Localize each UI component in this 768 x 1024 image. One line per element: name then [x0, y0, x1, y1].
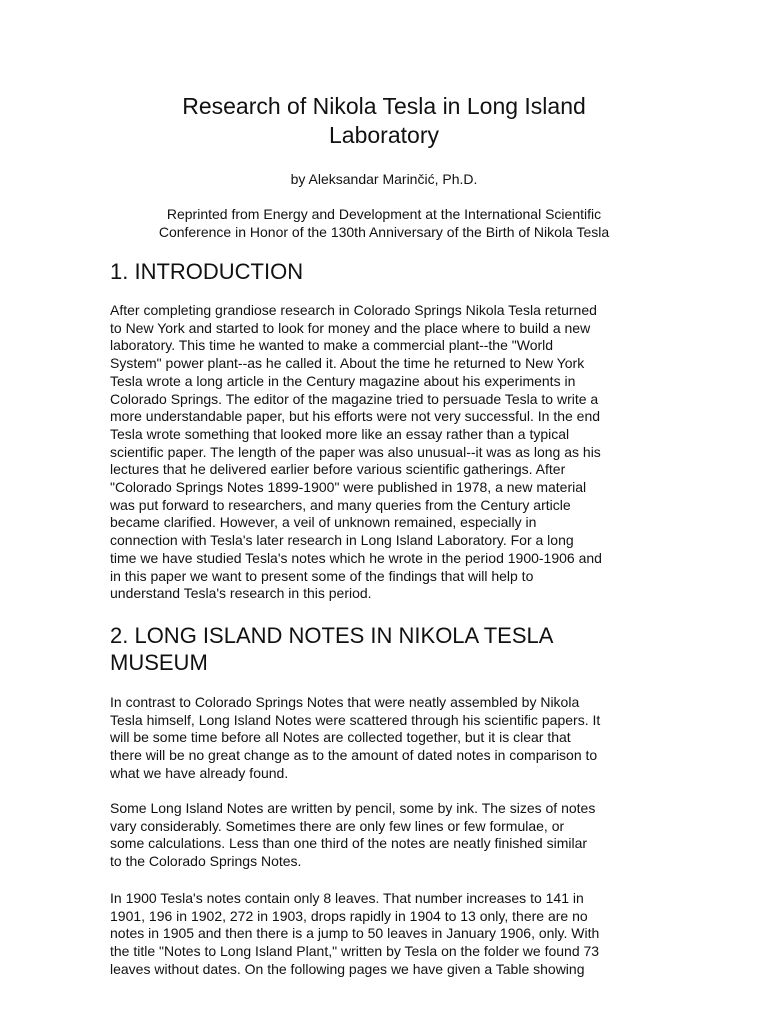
text-line: more understandable paper, but his efforts were not very successful. In the end	[110, 408, 601, 425]
text-line: vary considerably. Sometimes there are only few lines or few formulae, or	[110, 817, 565, 834]
text-line: was put forward to researchers, and many queries from the Century article	[110, 496, 571, 513]
paragraph-leaves-count	[110, 890, 662, 979]
text-line: After completing grandiose research in Colorado Springs Nikola Tesla returned	[110, 302, 597, 318]
text-line: to the Colorado Springs Notes.	[110, 853, 302, 870]
text-line: to New York and started to look for money and the place where to build a new	[110, 319, 591, 336]
heading-line: MUSEUM	[110, 650, 208, 675]
heading-line: 2. LONG ISLAND NOTES IN NIKOLA TESLA	[110, 623, 554, 648]
document-title	[80, 92, 688, 150]
reprint-note	[110, 205, 658, 241]
title-line: Research of Nikola Tesla in Long Island	[182, 93, 586, 119]
heading-line: 1. INTRODUCTION	[110, 259, 304, 284]
text-line: laboratory. This time he wanted to make a commercial plant--the "World	[110, 337, 554, 354]
text-line: Tesla wrote a long article in the Century magazine about his experiments in	[110, 372, 576, 389]
text-line: the title "Notes to Long Island Plant," written by Tesla on the folder we found 73	[110, 943, 600, 960]
text-line: Tesla himself, Long Island Notes were scattered through his scientific papers. It	[110, 711, 601, 728]
text-line: "Colorado Springs Notes 1899-1900" were published in 1978, a new material	[110, 479, 587, 496]
text-line: In contrast to Colorado Springs Notes that were neatly assembled by Nikola	[110, 694, 580, 710]
text-line: Tesla wrote something that looked more like an essay rather than a typical	[110, 425, 570, 442]
section-heading-long-island-notes	[110, 622, 650, 676]
paragraph-introduction	[110, 302, 662, 603]
text-line: time we have studied Tesla's notes which he wrote in the period 1900-1906 and	[110, 549, 602, 566]
text-line: Some Long Island Notes are written by pencil, some by ink. The sizes of notes	[110, 800, 596, 816]
section-heading-introduction	[110, 258, 650, 285]
text-line: connection with Tesla's later research in Long Island Laboratory. For a long	[110, 532, 574, 549]
reprint-line: Reprinted from Energy and Development at the International Scientific	[166, 206, 602, 222]
text-line: scientific paper. The length of the paper was also unusual--it was as long as his	[110, 443, 601, 460]
text-line: what we have already found.	[110, 764, 289, 781]
text-line: 1901, 196 in 1902, 272 in 1903, drops rapidly in 1904 to 13 only, there are no	[110, 907, 588, 924]
text-line: In 1900 Tesla's notes contain only 8 leaves. That number increases to 141 in	[110, 890, 584, 906]
text-line: there will be no great change as to the amount of dated notes in comparison to	[110, 747, 598, 764]
text-line: notes in 1905 and then there is a jump to 50 leaves in January 1906, only. With	[110, 925, 600, 942]
text-line: will be some time before all Notes are collected together, but it is clear that	[110, 729, 571, 746]
text-line: some calculations. Less than one third of the notes are neatly finished similar	[110, 835, 588, 852]
text-line: leaves without dates. On the following pages we have given a Table showing	[110, 960, 585, 977]
text-line: System" power plant--as he called it. About the time he returned to New York	[110, 355, 585, 372]
title-line: Laboratory	[329, 122, 439, 148]
text-line: lectures that he delivered earlier before various scientific gatherings. After	[110, 461, 566, 478]
text-line: became clarified. However, a veil of unknown remained, especially in	[110, 514, 537, 531]
text-line: understand Tesla's research in this period.	[110, 585, 372, 602]
text-line: in this paper we want to present some of the findings that will help to	[110, 567, 534, 584]
author-byline: by Aleksandar Marinčić, Ph.D.	[290, 171, 478, 187]
text-line: Colorado Springs. The editor of the magazine tried to persuade Tesla to write a	[110, 390, 599, 407]
paragraph-pencil-ink	[110, 800, 662, 871]
paragraph-contrast	[110, 694, 662, 783]
reprint-line: Conference in Honor of the 130th Anniversary of the Birth of Nikola Tesla	[158, 224, 610, 240]
